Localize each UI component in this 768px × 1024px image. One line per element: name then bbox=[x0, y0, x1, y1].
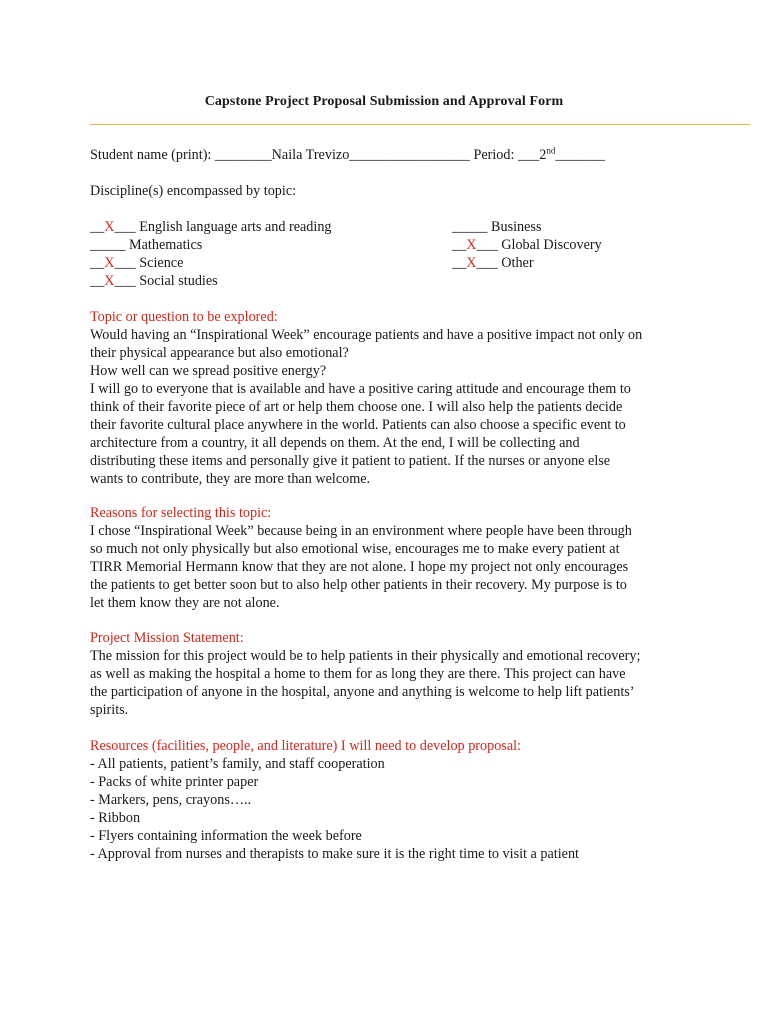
discipline-item: __X___ English language arts and reading bbox=[90, 219, 332, 235]
body-line: I chose “Inspirational Week” because being in an environment where people have been through bbox=[90, 523, 632, 539]
check-mark: X bbox=[104, 219, 115, 235]
topic-section bbox=[90, 308, 690, 488]
page-title: Capstone Project Proposal Submission and Approval Form bbox=[204, 94, 564, 109]
period-blank-before: ___ bbox=[517, 147, 540, 163]
student-line bbox=[90, 146, 605, 164]
body-line: as well as making the hospital a home to them for as long they are there. This project can have bbox=[90, 666, 626, 682]
body-line: their physical appearance but also emotional? bbox=[90, 345, 349, 361]
period-label: Period: bbox=[473, 147, 515, 163]
body-line: the patients to get better soon but to also help other patients in their recovery. My purpose is to bbox=[90, 577, 627, 593]
discipline-label: Mathematics bbox=[125, 237, 203, 253]
student-name: Naila Trevizo bbox=[271, 147, 350, 163]
body-line: so much not only physically but also emotional wise, encourages me to make every patient at bbox=[90, 541, 620, 557]
list-item: - Markers, pens, crayons….. bbox=[90, 792, 252, 808]
student-label: Student name (print): bbox=[90, 147, 212, 163]
body-line: wants to contribute, they are more than welcome. bbox=[90, 471, 371, 487]
student-blank-after: _________________ bbox=[349, 147, 470, 163]
section-heading: Resources (facilities, people, and literature) I will need to develop proposal: bbox=[90, 738, 521, 754]
list-item: - Ribbon bbox=[90, 810, 141, 826]
body-line: let them know they are not alone. bbox=[90, 595, 280, 611]
body-line: distributing these items and personally give it patient to patient. If the nurses or anyone else bbox=[90, 453, 611, 469]
discipline-label: English language arts and reading bbox=[135, 219, 332, 235]
discipline-label: Business bbox=[487, 219, 542, 235]
body-line: architecture from a country, it all depends on them. At the end, I will be collecting and bbox=[90, 435, 580, 451]
body-line: think of their favorite piece of art or help them choose one. I will also help the patients decide bbox=[90, 399, 623, 415]
discipline-label: Social studies bbox=[135, 273, 218, 289]
period-blank-after: _______ bbox=[555, 147, 605, 163]
section-heading: Topic or question to be explored: bbox=[90, 309, 278, 325]
body-line: I will go to everyone that is available and have a positive caring attitude and encourage them to bbox=[90, 381, 631, 397]
mission-section bbox=[90, 629, 690, 719]
list-item: - Approval from nurses and therapists to make sure it is the right time to visit a patient bbox=[90, 846, 579, 862]
section-heading: Reasons for selecting this topic: bbox=[90, 505, 272, 521]
discipline-label: Other bbox=[497, 255, 534, 271]
list-item: - Packs of white printer paper bbox=[90, 774, 259, 790]
discipline-item: _____ Business bbox=[452, 219, 542, 235]
discipline-item: _____ Mathematics bbox=[90, 237, 203, 253]
discipline-item: __X___ Social studies bbox=[90, 273, 218, 289]
period-value: 2 bbox=[539, 147, 547, 163]
student-blank-before: ________ bbox=[214, 147, 272, 163]
discipline-label: Global Discovery bbox=[497, 237, 602, 253]
title-divider bbox=[90, 124, 750, 125]
reasons-section bbox=[90, 504, 690, 612]
period-suffix: nd bbox=[546, 145, 556, 156]
discipline-item: __X___ Global Discovery bbox=[452, 237, 602, 253]
body-line: How well can we spread positive energy? bbox=[90, 363, 327, 379]
body-line: TIRR Memorial Hermann know that they are not alone. I hope my project not only encourages bbox=[90, 559, 629, 575]
body-line: their favorite cultural place anywhere in the world. Patients can also choose a specific event to bbox=[90, 417, 626, 433]
section-heading: Project Mission Statement: bbox=[90, 630, 244, 646]
discipline-item: __X___ Other bbox=[452, 255, 534, 271]
discipline-label: Science bbox=[135, 255, 184, 271]
body-line: The mission for this project would be to help patients in their physically and emotional recovery; bbox=[90, 648, 641, 664]
check-mark: X bbox=[466, 255, 477, 271]
body-line: the participation of anyone in the hospital, anyone and anything is welcome to help lift patients’ bbox=[90, 684, 635, 700]
check-mark: X bbox=[104, 255, 115, 271]
list-item: - All patients, patient’s family, and staff cooperation bbox=[90, 756, 385, 772]
discipline-item: __X___ Science bbox=[90, 255, 184, 271]
check-mark: X bbox=[466, 237, 477, 253]
resources-section bbox=[90, 737, 690, 863]
check-mark: X bbox=[104, 273, 115, 289]
disciplines-label: Discipline(s) encompassed by topic: bbox=[90, 183, 297, 199]
list-item: - Flyers containing information the week before bbox=[90, 828, 362, 844]
body-line: spirits. bbox=[90, 702, 129, 718]
body-line: Would having an “Inspirational Week” encourage patients and have a positive impact not only on bbox=[90, 327, 643, 343]
